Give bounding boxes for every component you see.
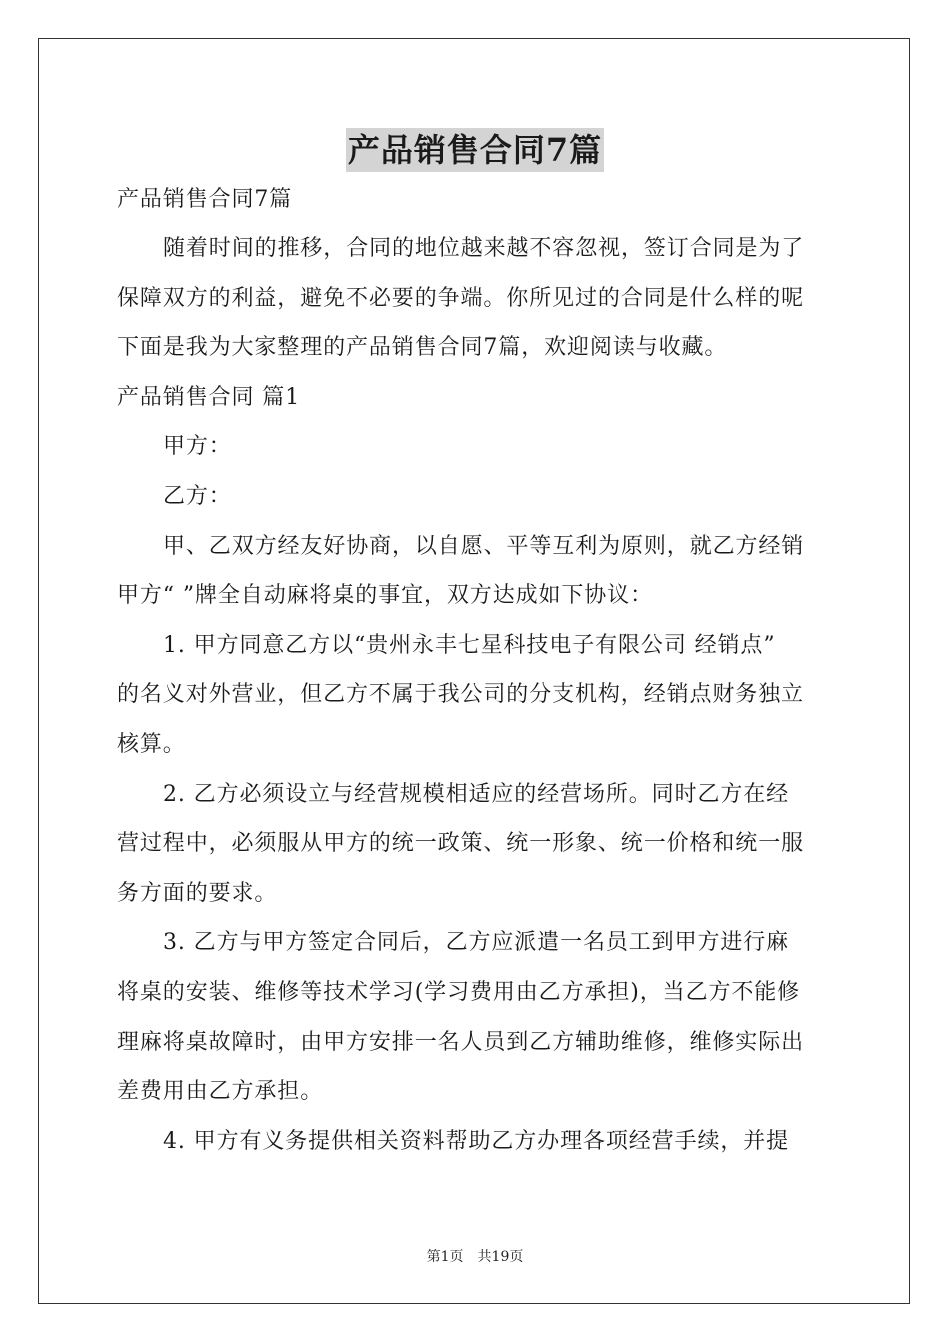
clause-2-line-2: 营过程中，必须服从甲方的统一政策、统一形象、统一价格和统一服 (117, 831, 805, 857)
document-title: 产品销售合同7篇 (346, 128, 604, 172)
section-heading: 产品销售合同 篇1 (117, 384, 301, 410)
party-b-line: 乙方： (163, 483, 232, 509)
clause-3-line-2: 将桌的安装、维修等技术学习(学习费用由乙方承担)，当乙方不能修 (117, 979, 801, 1005)
agreement-intro-line-2: 甲方“ ”牌全自动麻将桌的事宜，双方达成如下协议： (117, 583, 653, 609)
clause-1-line-2: 的名义对外营业，但乙方不属于我公司的分支机构，经销点财务独立 (117, 682, 805, 708)
clause-3-line-1: 3. 乙方与甲方签定合同后，乙方应派遣一名员工到甲方进行麻 (163, 930, 790, 956)
clause-4-line-1: 4. 甲方有义务提供相关资料帮助乙方办理各项经营手续，并提 (163, 1128, 790, 1154)
agreement-intro-line-1: 甲、乙双方经友好协商，以自愿、平等互利为原则，就乙方经销 (163, 533, 805, 559)
clause-1-line-3: 核算。 (117, 731, 186, 757)
intro-line-2: 保障双方的利益，避免不必要的争端。你所见过的合同是什么样的呢 (117, 285, 805, 311)
clause-3-line-3: 理麻将桌故障时，由甲方安排一名人员到乙方辅助维修，维修实际出 (117, 1029, 805, 1055)
party-a-line: 甲方： (163, 434, 232, 460)
subtitle-line: 产品销售合同7篇 (117, 187, 293, 212)
clause-2-line-1: 2. 乙方必须设立与经营规模相适应的经营场所。同时乙方在经 (163, 781, 790, 807)
document-body (117, 176, 833, 1166)
clause-2-line-3: 务方面的要求。 (117, 880, 278, 906)
intro-line-3: 下面是我为大家整理的产品销售合同7篇，欢迎阅读与收藏。 (117, 335, 728, 361)
title-container (0, 128, 950, 172)
clause-1-line-1: 1. 甲方同意乙方以“贵州永丰七星科技电子有限公司 经销点” (163, 632, 776, 658)
clause-3-line-4: 差费用由乙方承担。 (117, 1079, 324, 1105)
intro-line-1: 随着时间的推移，合同的地位越来越不容忽视，签订合同是为了 (163, 236, 805, 261)
page-footer: 第1页 共19页 (426, 1249, 524, 1265)
